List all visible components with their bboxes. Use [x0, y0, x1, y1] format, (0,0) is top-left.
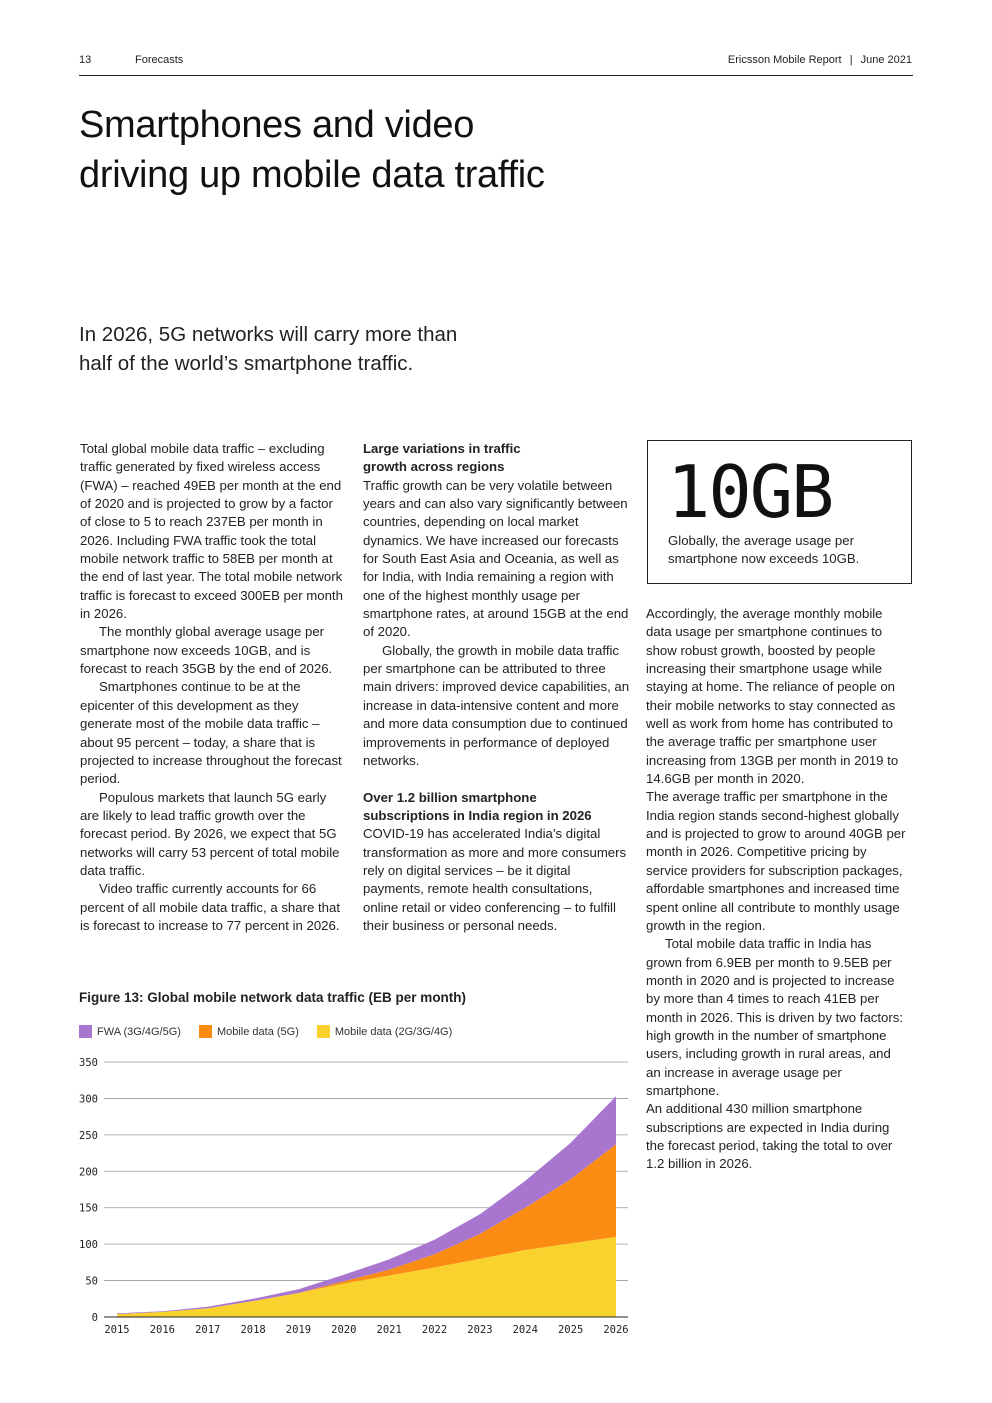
legend-label-mobile-legacy: Mobile data (2G/3G/4G) — [334, 1025, 453, 1038]
x-tick-label-2018: 2018 — [240, 1324, 266, 1336]
col1-paragraph-2: The monthly global average usage per smartphone now exceeds 10GB, and is forecast to reach 35GB by the end of 2026. — [80, 624, 333, 677]
body-column-1 — [80, 440, 346, 935]
y-tick-label-150: 150 — [79, 1202, 98, 1215]
y-tick-label-200: 200 — [79, 1166, 98, 1179]
col1-paragraph-1: Total global mobile data traffic – excluding traffic generated by fixed wireless access (FWA) – reached 49EB per month at the end of 2020 and is projected to grow by a factor of close to 5 to reach 237EB per month in 2026. Including FWA traffic took the total mobile network traffic to 58EB per month at the end of last year. The total mobile network traffic is forecast to exceed 300EB per month in 2026. — [80, 441, 343, 622]
page-title-line-1: Smartphones and video — [79, 104, 475, 146]
report-name — [728, 54, 912, 66]
legend-label-fwa: FWA (3G/4G/5G) — [97, 1025, 181, 1038]
x-tick-label-2026: 2026 — [603, 1324, 629, 1336]
legend-swatch-mobile-5g — [199, 1025, 212, 1038]
col2-paragraph-2: Globally, the growth in mobile data traffic per smartphone can be attributed to three main drivers: improved device capabilities, an increase in data-intensive content and more and more data consumption due to continued improvements in performance of deployed networks. — [363, 642, 630, 768]
col2-spacer — [363, 770, 631, 788]
body-column-3 — [646, 605, 908, 1174]
x-tick-label-2024: 2024 — [512, 1324, 538, 1336]
body-column-2 — [363, 440, 631, 935]
section-label: Forecasts — [135, 54, 184, 66]
col3-paragraph-1: Accordingly, the average monthly mobile data usage per smartphone continues to show robust growth, boosted by people increasing their smartphone usage while staying at home. The reliance of people on their mobile networks to stay connected as well as work from home has contributed to the average traffic per smartphone user increasing from 13GB per month in 2019 to 14.6GB per month in 2020. — [646, 606, 899, 787]
col3-paragraph-4: An additional 430 million smartphone subscriptions are expected in India during the forecast period, taking the total to over 1.2 billion in 2026. — [646, 1101, 893, 1172]
page-title — [79, 100, 719, 200]
report-date: June 2021 — [860, 54, 912, 66]
callout-box — [647, 440, 912, 584]
callout-text: Globally, the average usage per smartphone now exceeds 10GB. — [668, 533, 860, 567]
legend-swatch-mobile-legacy — [317, 1025, 330, 1038]
traffic-area-chart — [70, 1050, 640, 1345]
page-title-line-2: driving up mobile data traffic — [79, 154, 545, 196]
x-tick-label-2020: 2020 — [331, 1324, 357, 1336]
y-tick-label-50: 50 — [85, 1275, 98, 1288]
header-rule — [79, 75, 913, 76]
report-title: Ericsson Mobile Report — [727, 54, 842, 66]
lead-line-1: In 2026, 5G networks will carry more than — [79, 323, 458, 346]
x-tick-label-2015: 2015 — [104, 1324, 130, 1336]
x-tick-label-2019: 2019 — [285, 1324, 312, 1336]
y-tick-label-300: 300 — [79, 1093, 98, 1106]
col2-paragraph-3: COVID-19 has accelerated India’s digital transformation as more and more consumers rely on digital services – be it digital payments, remote health consultations, online retail or video conferencing – to fulfill their business or personal needs. — [363, 826, 627, 933]
y-tick-label-350: 350 — [79, 1057, 98, 1069]
col2-heading-1: Large variations in traffic growth across regions — [363, 441, 521, 475]
col2-paragraph-1: Traffic growth can be very volatile between years and can also vary significantly between countries, depending on local market dynamics. We have increased our forecasts for South East Asia and Oceania, as well as for India, with India remaining a region with one of the highest monthly usage per smartphone rates, at around 15GB at the end of 2020. — [363, 477, 629, 640]
x-tick-label-2016: 2016 — [149, 1324, 176, 1336]
col1-paragraph-4: Populous markets that launch 5G early are likely to lead traffic growth over the forecast period. By 2026, we expect that 5G networks will carry 53 percent of total mobile data traffic. — [80, 789, 340, 878]
x-tick-label-2017: 2017 — [195, 1324, 221, 1336]
x-tick-label-2023: 2023 — [467, 1324, 493, 1336]
x-tick-label-2022: 2022 — [421, 1324, 448, 1336]
lead-statement — [79, 320, 499, 378]
y-tick-label-250: 250 — [79, 1129, 98, 1142]
figure-title: Figure 13: Global mobile network data traffic (EB per month) — [79, 990, 467, 1005]
legend-item-mobile-5g — [199, 1025, 299, 1038]
col2-heading-2: Over 1.2 billion smartphone subscriptions in India region in 2026 — [363, 789, 592, 823]
legend-item-fwa — [79, 1025, 181, 1038]
lead-line-2: half of the world’s smartphone traffic. — [79, 352, 414, 375]
header-separator: | — [849, 54, 853, 66]
legend-label-mobile-5g: Mobile data (5G) — [216, 1025, 299, 1038]
callout-value: 10GB — [667, 450, 833, 534]
col3-paragraph-3: Total mobile data traffic in India has grown from 6.9EB per month to 9.5EB per month in 2020 and is projected to increase by more than 4 times to reach 41EB per month in 2026. This is driven by two factors: high growth in the number of smartphone users, including growth in rural areas, and an increase in average usage per smartphone. — [646, 936, 904, 1098]
x-tick-label-2025: 2025 — [557, 1324, 584, 1336]
y-tick-label-0: 0 — [91, 1312, 98, 1324]
legend-item-mobile-legacy — [317, 1025, 452, 1038]
col1-paragraph-5: Video traffic currently accounts for 66 percent of all mobile data traffic, a share that is forecast to increase to 77 percent in 2026. — [80, 881, 340, 933]
col1-paragraph-3: Smartphones continue to be at the epicenter of this development as they generate most of the mobile data traffic – about 95 percent – today, a share that is projected to increase throughout the forecast period. — [80, 679, 342, 787]
x-tick-label-2021: 2021 — [376, 1324, 402, 1336]
y-tick-label-100: 100 — [79, 1239, 98, 1252]
chart-legend — [79, 1025, 470, 1038]
legend-swatch-fwa — [79, 1025, 92, 1038]
col3-paragraph-2: The average traffic per smartphone in the India region stands second-highest globally and is projected to grow to around 40GB per month in 2026. Competitive pricing by service providers for subscription packages, affordable smartphones and increased time spent online all contribute to monthly usage growth in the region. — [646, 789, 906, 933]
page-number: 13 — [79, 54, 92, 66]
